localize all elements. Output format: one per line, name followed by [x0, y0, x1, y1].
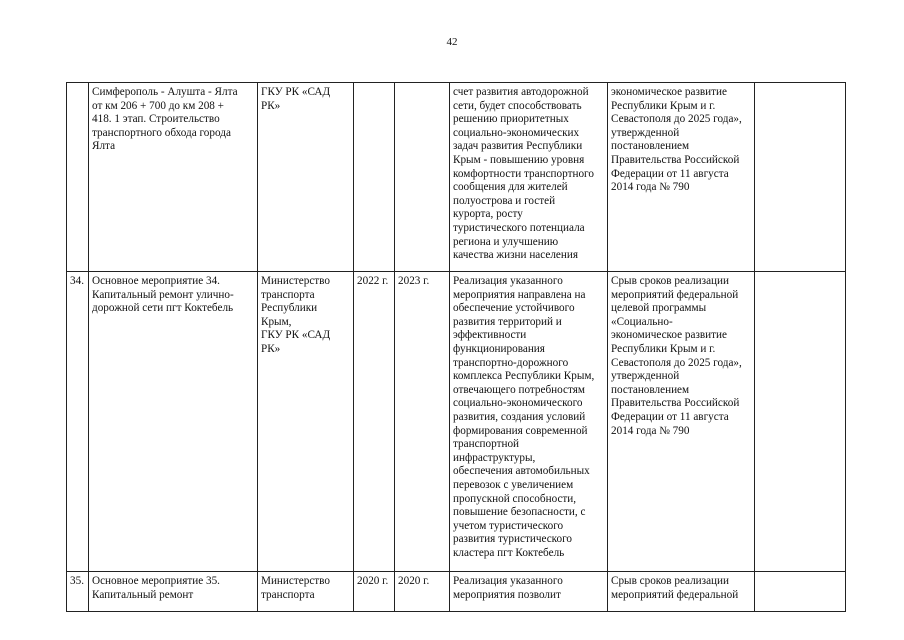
- row-number-cell: [67, 83, 89, 272]
- executor: Министерство транспорта: [261, 575, 330, 601]
- executor: ГКУ РК «САД РК»: [261, 86, 331, 112]
- measure-name: Основное мероприятие 35. Капитальный ремонт: [92, 575, 220, 601]
- expected-result-cell: [450, 83, 608, 272]
- row-number-cell: [67, 572, 89, 612]
- measure-name-cell: [89, 83, 258, 272]
- row-number: 35.: [70, 575, 84, 587]
- consequences-cell: [608, 572, 755, 612]
- end-year: 2023 г.: [398, 275, 430, 287]
- consequences: Срыв сроков реализации мероприятий федеральной целевой программы «Социально- экономическое развитие Республики Крым и г. Севастополя до 2025 года», утвержденной постановлением Правительства Российской Федерации от 11 августа 2014 года № 790: [611, 275, 742, 437]
- extra-cell: [755, 572, 846, 612]
- extra-cell: [755, 272, 846, 572]
- expected-result-cell: [450, 272, 608, 572]
- start-year: 2020 г.: [357, 575, 389, 587]
- expected-result: счет развития автодорожной сети, будет способствовать решению приоритетных социально-экономических задач развития Республики Крым - повышению уровня комфортности транспортного сообщения для жителей полуострова и гостей курорта, росту туристического потенциала региона и улучшению качества жизни населения: [453, 86, 594, 262]
- start-year-cell: [354, 83, 395, 272]
- consequences-cell: [608, 272, 755, 572]
- end-year-cell: [395, 83, 450, 272]
- start-year-cell: [354, 572, 395, 612]
- executor-cell: [258, 272, 354, 572]
- table-row: [67, 83, 846, 272]
- end-year-cell: [395, 272, 450, 572]
- expected-result: Реализация указанного мероприятия направлена на обеспечение устойчивого развития территорий и эффективности функционирования транспортно-дорожного комплекса Республики Крым, отвечающего потребностям социально-экономического развития, создания условий формирования современной транспортной инфраструктуры, обеспечения автомобильных перевозок с увеличением пропускной способности, повышение безопасности, с учетом туристического развития туристического кластера пгт Коктебель: [453, 275, 595, 559]
- page-number: 42: [446, 36, 458, 48]
- measures-table: [66, 82, 846, 612]
- executor-cell: [258, 572, 354, 612]
- consequences: Срыв сроков реализации мероприятий федеральной: [611, 575, 739, 601]
- expected-result-cell: [450, 572, 608, 612]
- consequences-cell: [608, 83, 755, 272]
- measure-name: Основное мероприятие 34. Капитальный ремонт улично- дорожной сети пгт Коктебель: [92, 275, 234, 315]
- table-row: [67, 272, 846, 572]
- executor-cell: [258, 83, 354, 272]
- measure-name-cell: [89, 572, 258, 612]
- consequences: экономическое развитие Республики Крым и г. Севастополя до 2025 года», утвержденной постановлением Правительства Российской Федерации от 11 августа 2014 года № 790: [611, 86, 742, 194]
- row-number-cell: [67, 272, 89, 572]
- start-year: 2022 г.: [357, 275, 389, 287]
- executor: Министерство транспорта Республики Крым, ГКУ РК «САД РК»: [261, 275, 331, 355]
- end-year: 2020 г.: [398, 575, 430, 587]
- table-row: [67, 572, 846, 612]
- extra-cell: [755, 83, 846, 272]
- measure-name-cell: [89, 272, 258, 572]
- start-year-cell: [354, 272, 395, 572]
- expected-result: Реализация указанного мероприятия позволит: [453, 575, 563, 601]
- measure-name: Симферополь - Алушта - Ялта от км 206 + 700 до км 208 + 418. 1 этап. Строительство транспортного обхода города Ялта: [92, 86, 238, 153]
- end-year-cell: [395, 572, 450, 612]
- row-number: 34.: [70, 275, 84, 287]
